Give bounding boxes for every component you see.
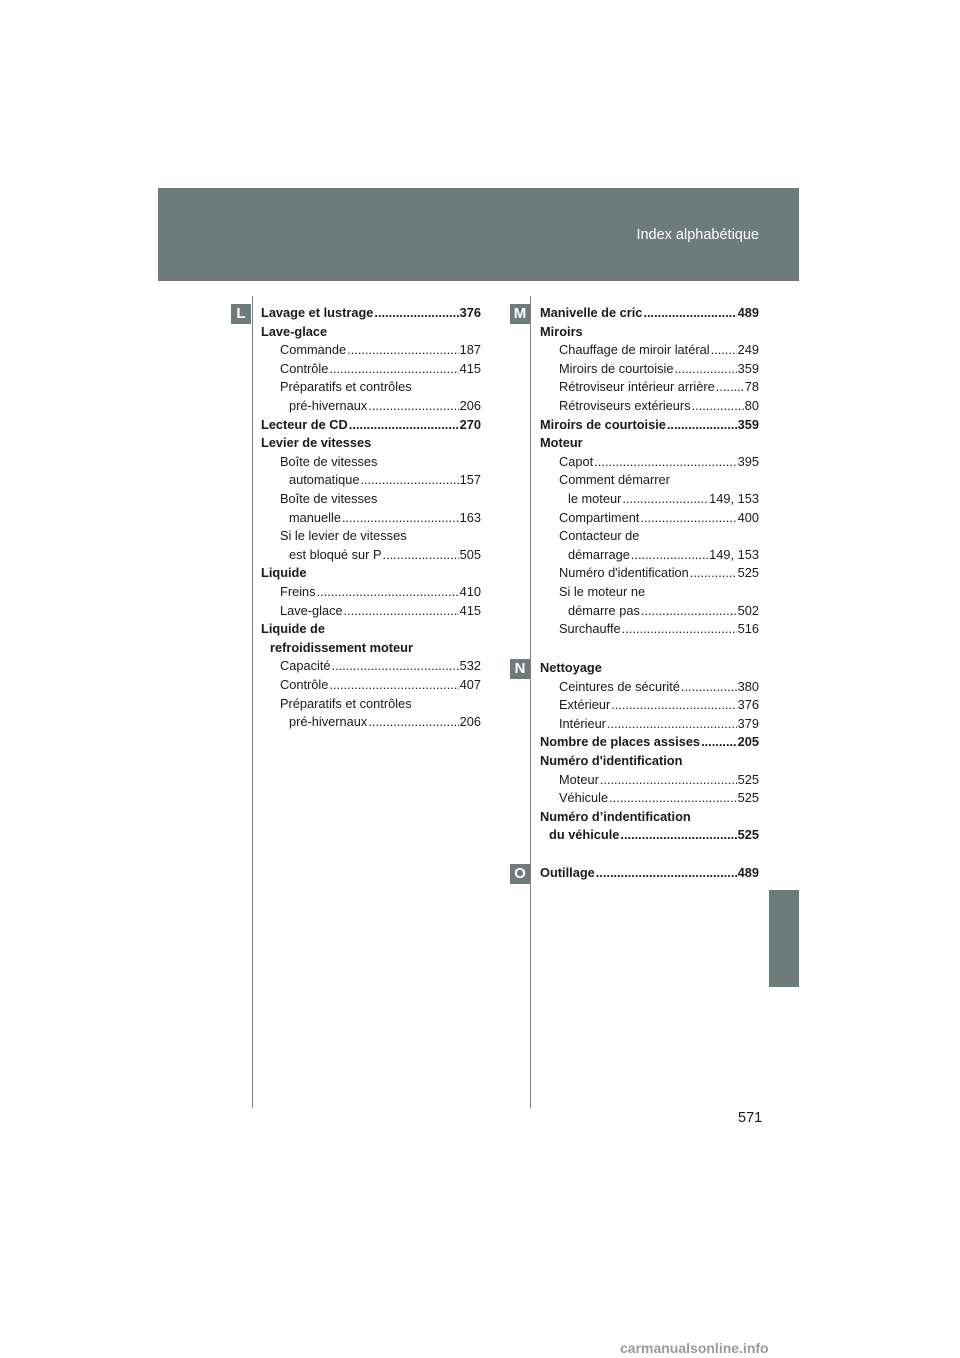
index-heading: Numéro d’indentification: [540, 808, 691, 824]
page-header: [158, 188, 799, 281]
index-heading: Si le levier de vitesses: [280, 528, 407, 544]
section-letter-l: L: [231, 304, 251, 324]
index-entry: Nombre de places assises ..... 205: [540, 733, 759, 752]
index-heading: Préparatifs et contrôles: [280, 695, 412, 711]
index-entry: Chauffage de miroir latéral ..... 249: [559, 341, 759, 360]
index-entry: Contrôle ..... 407: [280, 676, 481, 695]
index-heading: Boîte de vitesses: [280, 491, 378, 506]
index-entry: Freins ..... 410: [280, 583, 481, 602]
index-entry: Extérieur ..... 376: [559, 696, 759, 715]
index-heading: Comment démarrer: [559, 472, 670, 488]
index-entry: Moteur ..... 525: [559, 771, 759, 790]
index-entry: automatique ..... 157: [289, 471, 481, 490]
index-heading: Contacteur de: [559, 528, 640, 544]
index-entry: est bloqué sur P ..... 505: [289, 546, 481, 565]
index-heading: Levier de vitesses: [261, 435, 372, 451]
index-entry: Miroirs de courtoisie ..... 359: [559, 360, 759, 379]
index-heading: Liquide de: [261, 621, 325, 637]
index-entry: pré-hivernaux ..... 206: [289, 713, 481, 732]
section-letter-o: O: [510, 864, 530, 884]
index-entry: Compartiment ..... 400: [559, 509, 759, 528]
index-entry: Numéro d'identification ..... 525: [559, 564, 759, 583]
watermark-text: carmanualsonline.info: [620, 1340, 769, 1356]
index-entry: Lavage et lustrage ..... 376: [261, 304, 481, 323]
index-heading: refroidissement moteur: [270, 639, 413, 655]
page-number: 571: [738, 1110, 763, 1126]
index-entry: Manivelle de cric ..... 489: [540, 304, 759, 323]
index-entry: pré-hivernaux ..... 206: [289, 397, 481, 416]
index-heading: Moteur: [540, 435, 583, 451]
index-heading: Nettoyage: [540, 660, 602, 675]
index-entry: Lave-glace ..... 415: [280, 602, 481, 621]
index-heading: Liquide: [261, 565, 307, 581]
column-rule-right: [530, 296, 531, 1108]
header-title: Index alphabétique: [636, 227, 759, 243]
index-entry: Surchauffe ..... 516: [559, 620, 759, 639]
index-entry: Ceintures de sécurité ..... 380: [559, 678, 759, 697]
index-entry: démarre pas ..... 502: [568, 602, 759, 621]
index-entry: Commande ..... 187: [280, 341, 481, 360]
index-entry: manuelle ..... 163: [289, 509, 481, 528]
index-heading: Préparatifs et contrôles: [280, 379, 412, 395]
index-entry: Intérieur ..... 379: [559, 715, 759, 734]
index-entry: Rétroviseur intérieur arrière ..... 78: [559, 378, 759, 397]
chapter-side-tab: [769, 890, 799, 987]
index-entry: Capacité ..... 532: [280, 657, 481, 676]
section-letter-m: M: [510, 304, 530, 324]
index-heading: Si le moteur ne: [559, 584, 646, 599]
index-heading: Lave-glace: [261, 323, 328, 339]
index-entry: Miroirs de courtoisie ..... 359: [540, 416, 759, 435]
index-entry: Outillage ..... 489: [540, 864, 759, 883]
index-entry: Véhicule ..... 525: [559, 789, 759, 808]
index-entry: Contrôle ..... 415: [280, 360, 481, 379]
index-heading: Numéro d'identification: [540, 753, 683, 768]
section-letter-n: N: [510, 659, 530, 679]
index-entry: Rétroviseurs extérieurs ..... 80: [559, 397, 759, 416]
column-rule-left: [252, 296, 253, 1108]
index-heading: Boîte de vitesses: [280, 453, 378, 469]
index-entry: Capot ..... 395: [559, 453, 759, 472]
index-entry: du véhicule ..... 525: [549, 826, 759, 845]
index-entry: Lecteur de CD ..... 270: [261, 416, 481, 435]
index-heading: Miroirs: [540, 323, 583, 339]
index-entry: le moteur ..... 149, 153: [568, 490, 759, 509]
index-entry: démarrage ..... 149, 153: [568, 546, 759, 565]
